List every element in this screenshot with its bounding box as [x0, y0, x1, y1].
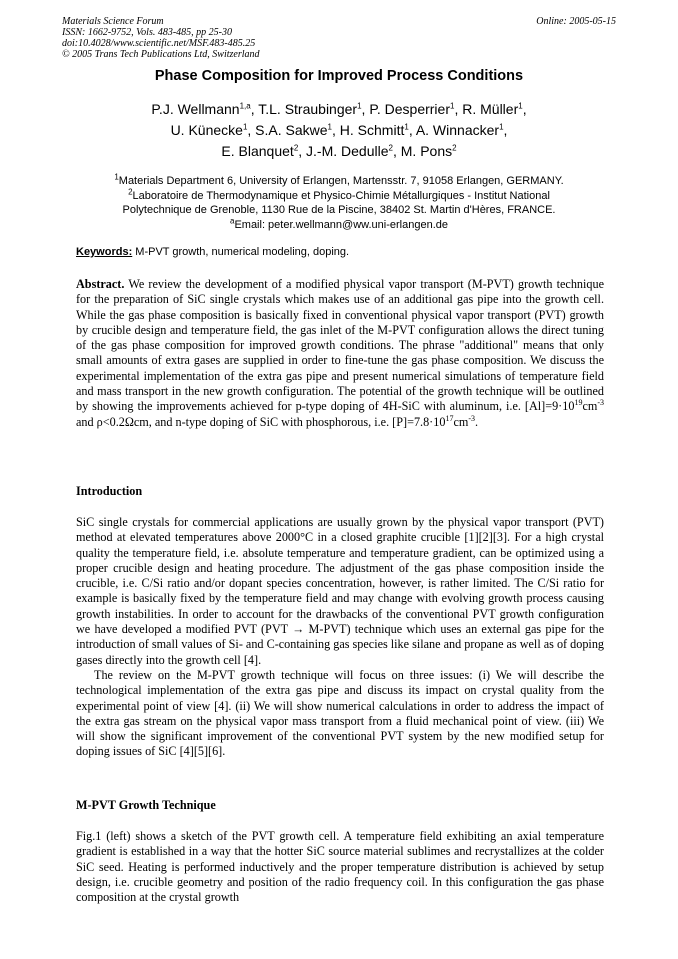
running-header — [62, 16, 260, 60]
email-line[interactable]: $^a$Email: peter.wellmann@ww.uni-erlangen.de — [229, 215, 448, 231]
mpvt-body — [76, 829, 604, 905]
section-heading-mpvt: M-PVT Growth Technique — [76, 798, 216, 812]
introduction-paragraph-2: The review on the M-PVT growth technique will focus on three issues: (i) We will describe the technological implementation of the extra gas pipe and discuss its impact on crystal quality from the experimental point of view [4]. (ii) We will show numerical calculations in order to address the impact of the extra gas stream on the physical vapor mass transport from a fluid mechanical point of view. (iii) We will show the significant improvement of the conventional PVT system by the new modified setup for doping issues of SiC [4][5][6]. — [76, 667, 604, 759]
abstract: Abstract. We review the development of a modified physical vapor transport (M-PVT) growth technique for the preparation of SiC single crystals which makes use of an additional gas pipe into the growth cell. While the gas phase composition is basically fixed in conventional physical vapor transport (PVT) growth by crucible design and temperature field, the gas inlet of the M-PVT configuration allows the direct tuning of the gas phase composition for improved growth conditions. The phrase "additional" means that only small amounts of extra gases are supplied in order to fine-tune the gas phase composition. We discuss the experimental implementation of the extra gas pipe and present numerical simulations of temperature field and mass transport in the new growth configuration. The potential of the growth technique will be outlined by showing the improvements achieved for p-type doping of 4H-SiC with aluminum, i.e. $[Al]=9\cdot 10^{19}cm^{-3}$ and ρ<0.2Ωcm, and n-type doping of SiC with phosphorous, i.e. $[P]=7.8\cdot 10^{17}cm^{-3}$. — [76, 277, 604, 429]
journal-name: Materials Science Forum — [62, 16, 164, 27]
affiliation-2: $^2$Laboratoire de Thermodynamique et Physico-Chimie Métallurgiques - Institut National — [128, 186, 550, 202]
mpvt-paragraph-1: Fig.1 (left) shows a sketch of the PVT growth cell. A temperature field exhibiting an axial temperature gradient is established in a way that the hotter SiC source material sublimes and recrystallizes at the colder SiC seed. Heating is performed inductively and the proper temperature distribution is achieved by setup design, i.e. crucible geometry and position of the radio frequency coil. In this configuration the gas phase composition at the crystal growth — [76, 829, 604, 905]
author-line-1: P.J. Wellmann$^{1,a}$, T.L. Straubinger$^1$, P. Desperrier$^1$, R. Müller$^1$, — [151, 101, 527, 117]
copyright-line: © 2005 Trans Tech Publications Ltd, Switzerland — [62, 49, 260, 60]
keywords-text: M-PVT growth, numerical modeling, doping. — [132, 246, 350, 258]
abstract-label: Abstract. — [76, 277, 125, 291]
author-list — [62, 99, 616, 162]
introduction-paragraph-1: SiC single crystals for commercial applications are usually grown by the physical vapor transport (PVT) method at elevated temperatures above 2000°C in a closed graphite crucible [1][2][3]. For a high crystal quality the temperature field, i.e. absolute temperature and temperature gradient, can be optimized using a proper crucible design and heating procedure. The adjustment of the gas phase composition inside the crucible, i.e. C/Si ratio and/or dopant species concentration, however, is rather limited. The C/Si ratio for example is basically fixed by the temperature field and may change with evolving growth process causing growth instabilities. In order to account for the drawbacks of the conventional PVT growth configuration we have developed a modified PVT (PVT → M-PVT) technique which uses an external gas pipe for the introduction of small values of Si- and C-containing gas species like silane and propane as well as of doping gases directly into the growth cell [4]. — [76, 515, 605, 667]
online-date: Online: 2005-05-15 — [536, 16, 616, 27]
affiliation-1: $^1$Materials Department 6, University of Erlangen, Martensstr. 7, 91058 Erlangen, GERMANY. — [114, 172, 564, 187]
doi-line[interactable]: doi:10.4028/www.scientific.net/MSF.483-485.25 — [62, 38, 256, 49]
affiliation-2-cont: Polytechnique de Grenoble, 1130 Rue de la Piscine, 38402 St. Martin d'Hères, FRANCE. — [122, 204, 556, 216]
section-heading-introduction: Introduction — [76, 484, 143, 498]
author-line-2: U. Künecke$^1$, S.A. Sakwe$^1$, H. Schmitt$^1$, A. Winnacker$^1$, — [170, 122, 508, 138]
keywords-label: Keywords: — [76, 246, 133, 258]
introduction-body — [76, 515, 604, 760]
keywords — [76, 245, 616, 259]
issn-line: ISSN: 1662-9752, Vols. 483-485, pp 25-30 — [62, 27, 232, 38]
affiliations — [62, 174, 616, 232]
author-line-3: E. Blanquet$^2$, J.-M. Dedulle$^2$, M. Pons$^2$ — [221, 143, 457, 159]
paper-title: Phase Composition for Improved Process Conditions — [154, 68, 524, 84]
